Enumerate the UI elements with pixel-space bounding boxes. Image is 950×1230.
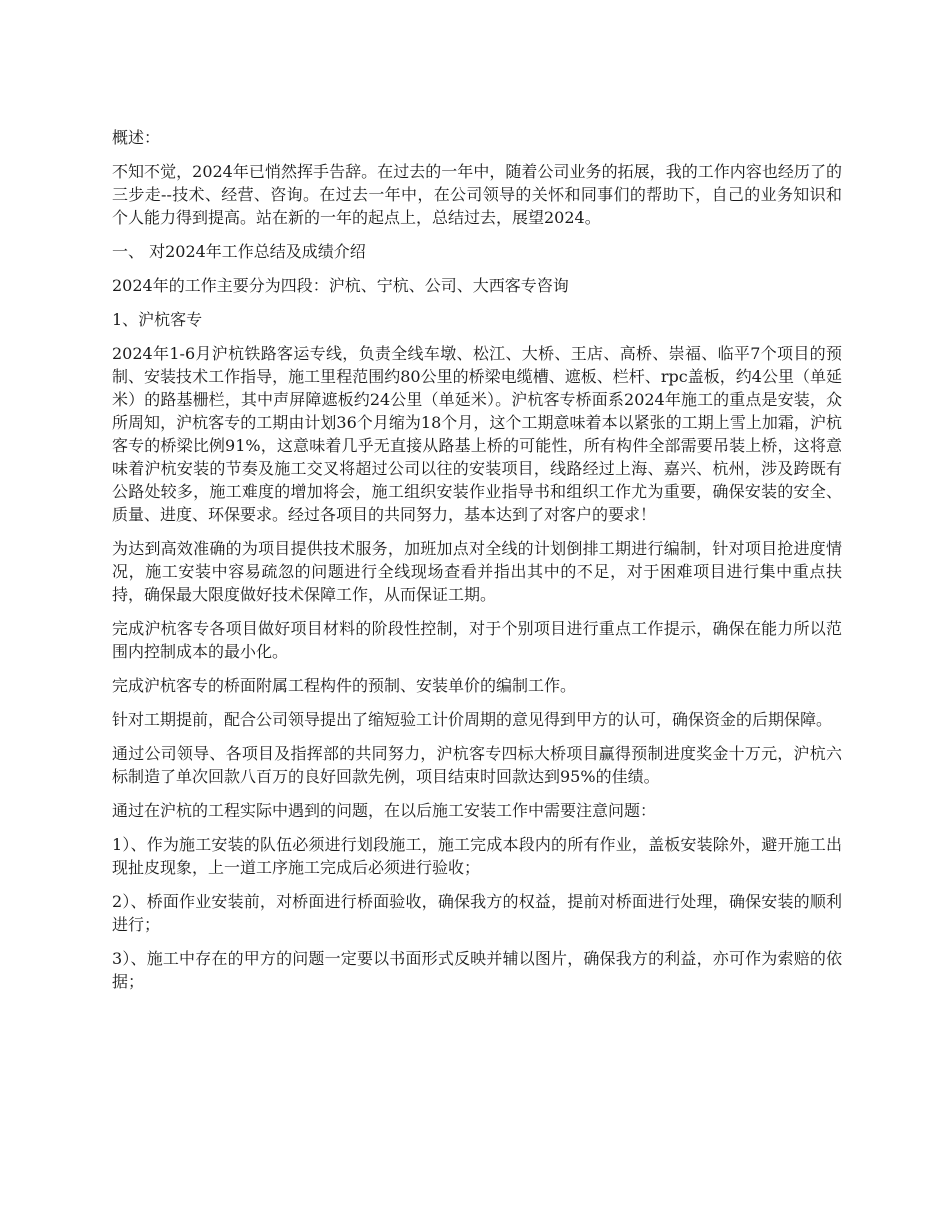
paragraph-lessons-intro: 通过在沪杭的工程实际中遇到的问题，在以后施工安装工作中需要注意问题： [112,801,657,820]
paragraph-payment-cycle: 针对工期提前，配合公司领导提出了缩短验工计价周期的意见得到甲方的认可，确保资金的后期保障。 [112,710,833,729]
heading-work-summary: 一、 对2024年工作总结及成绩介绍 [112,242,366,261]
paragraph-huhang-detail: 2024年1-6月沪杭铁路客运专线，负责全线车墩、松江、大桥、王店、高桥、崇福、临平7个项目的预制、安装技术工作指导，施工里程范围约80公里的桥梁电缆槽、遮板、栏杆、rpc盖板，约4公里（单延米）的路基栅栏，其中声屏障遮板约24公里（单延米）。沪杭客专桥面系2024年施工的重点是安装，众所周知，沪杭客专的工期由计划36个月缩为18个月，这个工期意味着本以紧张的工期上雪上加霜，沪杭客专的桥梁比例91%，这意味着几乎无直接从路基上桥的可能性，所有构件全部需要吊装上桥，这将意味着沪杭安装的节奏及施工交叉将超过公司以往的安装项目，线路经过上海、嘉兴、杭州，涉及跨既有公路处较多，施工难度的增加将会，施工组织安装作业指导书和组织工作尤为重要，确保安装的安全、质量、进度、环保要求。经过各项目的共同努力，基本达到了对客户的要求！ [112,344,842,524]
list-item-lesson-1: 1）、作为施工安装的队伍必须进行划段施工，施工完成本段内的所有作业，盖板安装除外，避开施工出现扯皮现象，上一道工序施工完成后必须进行验收； [112,835,842,877]
paragraph-intro: 不知不觉，2024年已悄然挥手告辞。在过去的一年中，随着公司业务的拓展，我的工作内容也经历了的三步走--技术、经营、咨询。在过去一年中，在公司领导的关怀和同事们的帮助下，自己的业务知识和个人能力得到提高。站在新的一年的起点上，总结过去，展望2024。 [112,162,842,227]
heading-huhang: 1、沪杭客专 [112,310,203,329]
paragraph-unit-price: 完成沪杭客专的桥面附属工程构件的预制、安装单价的编制工作。 [112,676,577,695]
list-item-lesson-2: 2）、桥面作业安装前，对桥面进行桥面验收，确保我方的权益，提前对桥面进行处理，确保安装的顺利进行； [112,892,842,934]
list-item-lesson-3: 3）、施工中存在的甲方的问题一定要以书面形式反映并辅以图片，确保我方的利益，亦可作为索赔的依据； [112,949,842,991]
paragraph-work-phases: 2024年的工作主要分为四段：沪杭、宁杭、公司、大西客专咨询 [112,276,569,295]
document-body [112,126,842,1004]
paragraph-achievements: 通过公司领导、各项目及指挥部的共同努力，沪杭客专四标大桥项目赢得预制进度奖金十万元，沪杭六标制造了单次回款八百万的良好回款先例，项目结束时回款达到95%的佳绩。 [112,744,842,786]
section-label-overview: 概述： [112,128,161,147]
paragraph-tech-service: 为达到高效准确的为项目提供技术服务，加班加点对全线的计划倒排工期进行编制，针对项目抢进度情况，施工安装中容易疏忽的问题进行全线现场查看并指出其中的不足，对于困难项目进行集中重点扶持，确保最大限度做好技术保障工作，从而保证工期。 [112,539,842,604]
paragraph-material-control: 完成沪杭客专各项目做好项目材料的阶段性控制，对于个别项目进行重点工作提示，确保在能力所以范围内控制成本的最小化。 [112,619,842,661]
